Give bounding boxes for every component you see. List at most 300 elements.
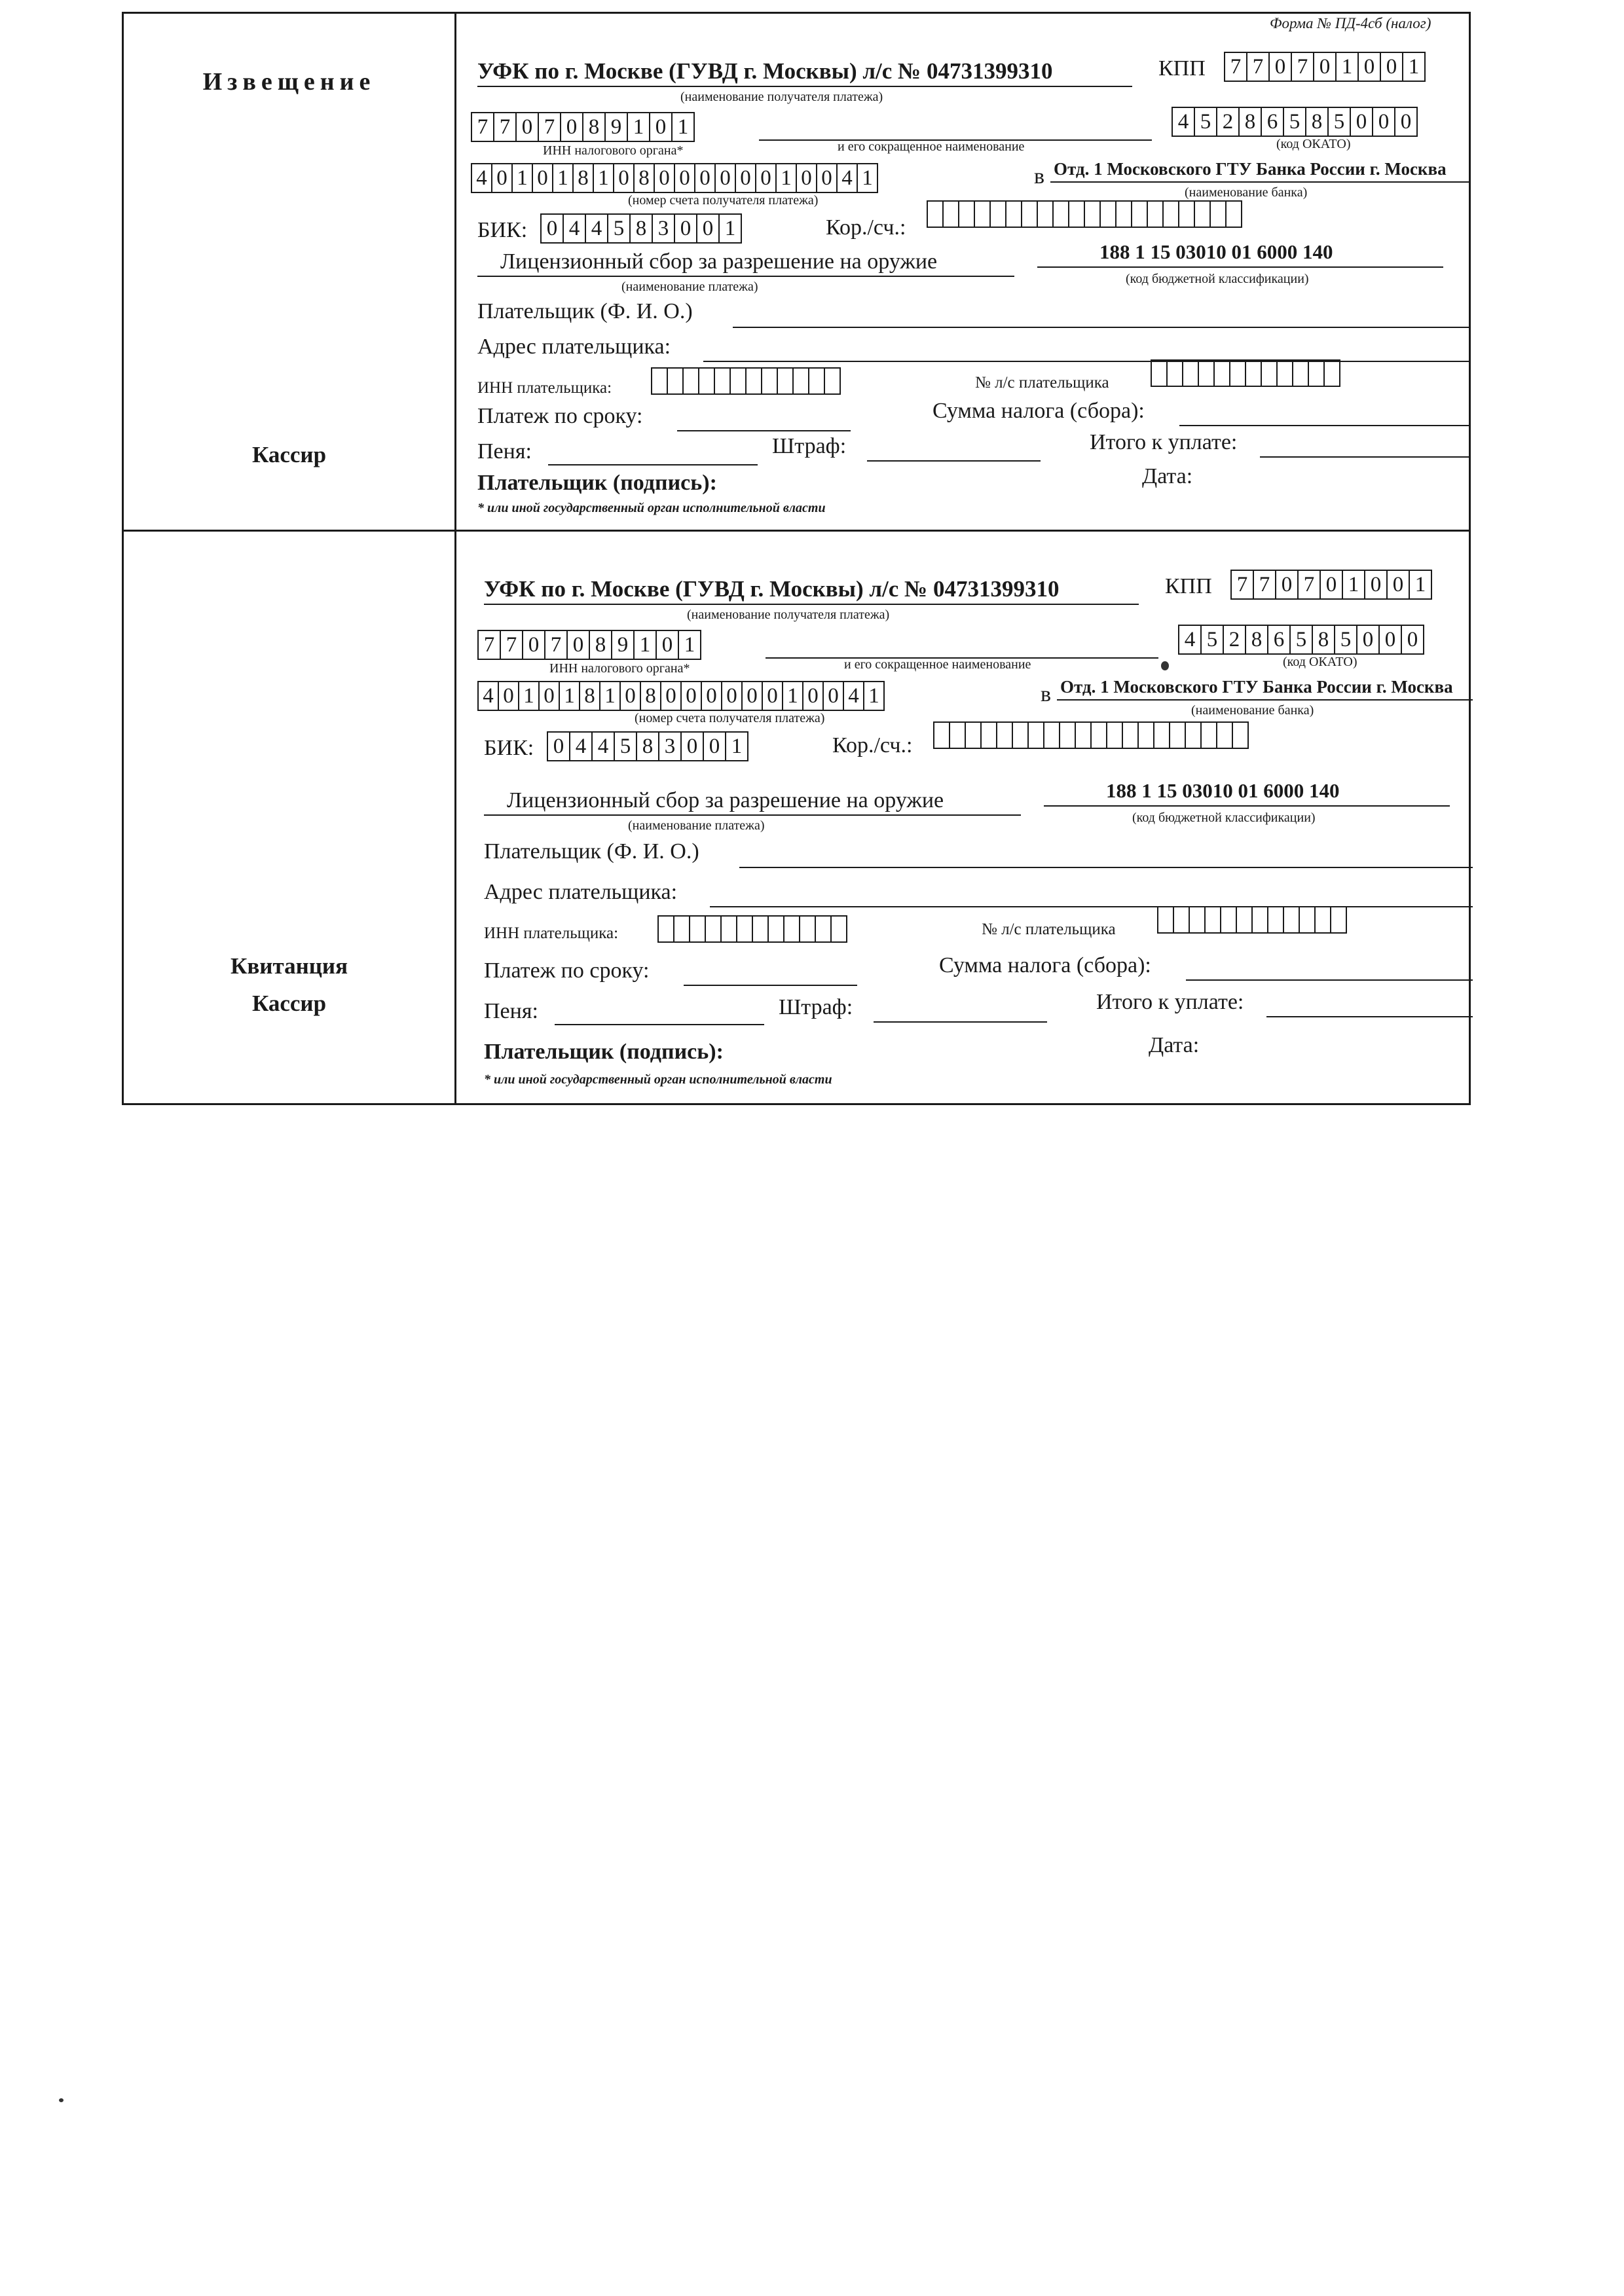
empty-cell[interactable] bbox=[659, 917, 674, 941]
bank-caption: (наименование банка) bbox=[1191, 703, 1314, 718]
empty-cell[interactable] bbox=[982, 723, 997, 748]
empty-cell[interactable] bbox=[1309, 361, 1325, 386]
payer-inn-boxes[interactable] bbox=[651, 367, 841, 395]
empty-cell[interactable] bbox=[1069, 202, 1085, 227]
digit-cell: 7 bbox=[545, 631, 568, 659]
scan-speck bbox=[1161, 661, 1169, 670]
digit-cell: 3 bbox=[659, 733, 682, 760]
okato-caption: (код ОКАТО) bbox=[1276, 137, 1351, 151]
digit-cell: 7 bbox=[1225, 53, 1247, 81]
penalty-line[interactable] bbox=[555, 1024, 764, 1025]
digit-cell: 4 bbox=[479, 682, 499, 710]
digit-cell: 1 bbox=[777, 164, 797, 192]
digit-cell: 6 bbox=[1262, 108, 1284, 136]
tax-sum-line[interactable] bbox=[1186, 979, 1473, 981]
empty-cell[interactable] bbox=[991, 202, 1006, 227]
digit-cell: 0 bbox=[533, 164, 553, 192]
digit-cell: 1 bbox=[1343, 571, 1365, 598]
digit-cell: 1 bbox=[720, 215, 742, 242]
address-line[interactable] bbox=[710, 906, 1473, 907]
empty-cell[interactable] bbox=[684, 369, 699, 393]
korr-label: Кор./сч.: bbox=[826, 215, 906, 240]
bik-boxes bbox=[547, 731, 748, 761]
due-label: Платеж по сроку: bbox=[477, 404, 643, 428]
empty-cell[interactable] bbox=[769, 917, 784, 941]
empty-cell[interactable] bbox=[1206, 907, 1221, 932]
notice-title: Извещение bbox=[202, 68, 376, 96]
empty-cell[interactable] bbox=[1215, 361, 1230, 386]
digit-cell: 8 bbox=[1306, 108, 1329, 136]
empty-cell[interactable] bbox=[1227, 202, 1242, 227]
form-code: Форма № ПД-4сб (налог) bbox=[1270, 15, 1431, 31]
empty-cell[interactable] bbox=[1325, 361, 1340, 386]
account-caption: (номер счета получателя платежа) bbox=[628, 193, 819, 208]
empty-cell[interactable] bbox=[1060, 723, 1076, 748]
bik-label: БИК: bbox=[484, 736, 534, 760]
digit-cell: 0 bbox=[568, 631, 590, 659]
inn-caption: ИНН налогового органа* bbox=[549, 661, 690, 676]
digit-cell: 1 bbox=[673, 113, 695, 141]
empty-cell[interactable] bbox=[1246, 361, 1262, 386]
empty-cell[interactable] bbox=[1331, 907, 1347, 932]
digit-cell: 8 bbox=[1246, 626, 1268, 653]
digit-cell: 7 bbox=[1254, 571, 1276, 598]
digit-cell: 8 bbox=[574, 164, 594, 192]
digit-cell: 0 bbox=[722, 682, 743, 710]
fine-line[interactable] bbox=[867, 460, 1041, 462]
digit-cell: 8 bbox=[641, 682, 661, 710]
empty-cell[interactable] bbox=[784, 917, 800, 941]
digit-cell: 5 bbox=[1291, 626, 1313, 653]
digit-cell: 0 bbox=[716, 164, 736, 192]
tax-sum-line[interactable] bbox=[1179, 425, 1469, 426]
digit-cell: 4 bbox=[593, 733, 615, 760]
empty-cell[interactable] bbox=[1262, 361, 1278, 386]
digit-cell: 8 bbox=[635, 164, 655, 192]
digit-cell: 8 bbox=[583, 113, 606, 141]
digit-cell: 1 bbox=[635, 631, 657, 659]
digit-cell: 0 bbox=[817, 164, 838, 192]
kbk-code: 188 1 15 03010 01 6000 140 bbox=[1099, 240, 1333, 263]
empty-cell[interactable] bbox=[1199, 361, 1215, 386]
digit-cell: 0 bbox=[492, 164, 513, 192]
empty-cell[interactable] bbox=[1300, 907, 1316, 932]
empty-cell[interactable] bbox=[1085, 202, 1101, 227]
digit-cell: 0 bbox=[1380, 626, 1402, 653]
digit-cell: 1 bbox=[553, 164, 574, 192]
digit-cell: 7 bbox=[539, 113, 561, 141]
bank-name: Отд. 1 Московского ГТУ Банка России г. Москва bbox=[1060, 677, 1453, 697]
digit-cell: 1 bbox=[560, 682, 580, 710]
digit-cell: 0 bbox=[657, 631, 679, 659]
digit-cell: 4 bbox=[1179, 626, 1202, 653]
due-line[interactable] bbox=[684, 985, 857, 986]
digit-cell: 0 bbox=[1388, 571, 1410, 598]
empty-cell[interactable] bbox=[1076, 723, 1092, 748]
empty-cell[interactable] bbox=[1233, 723, 1249, 748]
footnote: * или иной государственный орган исполнительной власти bbox=[477, 501, 826, 515]
digit-cell: 0 bbox=[561, 113, 583, 141]
digit-cell: 7 bbox=[501, 631, 523, 659]
digit-cell: 1 bbox=[600, 682, 621, 710]
digit-cell: 0 bbox=[704, 733, 726, 760]
digit-cell: 0 bbox=[1351, 108, 1373, 136]
tax-sum-label: Сумма налога (сбора): bbox=[932, 399, 1145, 423]
empty-cell[interactable] bbox=[950, 723, 966, 748]
okato-boxes bbox=[1172, 107, 1418, 137]
digit-cell: 0 bbox=[1276, 571, 1299, 598]
okato-boxes bbox=[1178, 625, 1424, 655]
payer-account-label: № л/с плательщика bbox=[975, 374, 1109, 392]
kbk-code: 188 1 15 03010 01 6000 140 bbox=[1106, 779, 1340, 802]
empty-cell[interactable] bbox=[747, 369, 762, 393]
total-line[interactable] bbox=[1260, 456, 1469, 458]
recipient-name: УФК по г. Москве (ГУВД г. Москвы) л/с № 04731399310 bbox=[477, 58, 1053, 84]
inn-boxes bbox=[471, 112, 695, 142]
empty-cell[interactable] bbox=[816, 917, 832, 941]
digit-cell: 8 bbox=[580, 682, 600, 710]
empty-cell[interactable] bbox=[1123, 723, 1139, 748]
digit-cell: 7 bbox=[1232, 571, 1254, 598]
bank-caption: (наименование банка) bbox=[1185, 185, 1308, 200]
digit-cell: 1 bbox=[1410, 571, 1432, 598]
kpp-boxes bbox=[1230, 570, 1432, 600]
purpose-text: Лицензионный сбор за разрешение на оружие bbox=[500, 249, 938, 274]
digit-cell: 1 bbox=[513, 164, 533, 192]
digit-cell: 0 bbox=[523, 631, 545, 659]
digit-cell: 0 bbox=[1357, 626, 1380, 653]
empty-cell[interactable] bbox=[1293, 361, 1309, 386]
address-label: Адрес плательщика: bbox=[484, 880, 678, 904]
empty-cell[interactable] bbox=[1107, 723, 1123, 748]
payer-name-line[interactable] bbox=[739, 867, 1473, 868]
empty-cell[interactable] bbox=[1190, 907, 1206, 932]
korr-boxes bbox=[927, 200, 1242, 228]
notice-section bbox=[124, 14, 1469, 530]
purpose-caption: (наименование платежа) bbox=[621, 280, 758, 294]
empty-cell[interactable] bbox=[722, 917, 737, 941]
in-label: в bbox=[1041, 682, 1052, 706]
digit-cell: 1 bbox=[594, 164, 614, 192]
digit-cell: 5 bbox=[1195, 108, 1217, 136]
kpp-boxes bbox=[1224, 52, 1426, 82]
signature-label: Плательщик (подпись): bbox=[484, 1040, 724, 1064]
notice-cashier: Кассир bbox=[251, 442, 327, 467]
digit-cell: 1 bbox=[1403, 53, 1426, 81]
digit-cell: 0 bbox=[1314, 53, 1337, 81]
empty-cell[interactable] bbox=[1217, 723, 1233, 748]
empty-cell[interactable] bbox=[1132, 202, 1148, 227]
empty-cell[interactable] bbox=[1054, 202, 1069, 227]
digit-cell: 7 bbox=[494, 113, 517, 141]
digit-cell: 4 bbox=[472, 164, 492, 192]
digit-cell: 0 bbox=[1381, 53, 1403, 81]
kbk-caption: (код бюджетной классификации) bbox=[1132, 811, 1316, 825]
digit-cell: 0 bbox=[1373, 108, 1395, 136]
total-label: Итого к уплате: bbox=[1090, 430, 1238, 454]
digit-cell: 0 bbox=[614, 164, 635, 192]
bik-label: БИК: bbox=[477, 218, 528, 242]
digit-cell: 0 bbox=[661, 682, 682, 710]
signature-label: Плательщик (подпись): bbox=[477, 471, 717, 495]
due-label: Платеж по сроку: bbox=[484, 958, 650, 983]
digit-cell: 0 bbox=[1359, 53, 1381, 81]
digit-cell: 0 bbox=[499, 682, 519, 710]
payer-account-label: № л/с плательщика bbox=[982, 920, 1116, 938]
digit-cell: 1 bbox=[1337, 53, 1359, 81]
digit-cell: 3 bbox=[653, 215, 675, 242]
empty-cell[interactable] bbox=[1154, 723, 1170, 748]
digit-cell: 0 bbox=[697, 215, 720, 242]
payer-inn-label: ИНН плательщика: bbox=[477, 379, 612, 397]
empty-cell[interactable] bbox=[778, 369, 794, 393]
digit-cell: 0 bbox=[675, 164, 695, 192]
digit-cell: 0 bbox=[542, 215, 564, 242]
digit-cell: 0 bbox=[621, 682, 641, 710]
empty-cell[interactable] bbox=[699, 369, 715, 393]
kpp-label: КПП bbox=[1158, 56, 1206, 81]
empty-cell[interactable] bbox=[1183, 361, 1199, 386]
purpose-text: Лицензионный сбор за разрешение на оружие bbox=[507, 788, 944, 812]
bik-boxes bbox=[540, 213, 742, 244]
short-name-caption: и его сокращенное наименование bbox=[844, 657, 1031, 672]
digit-cell: 0 bbox=[517, 113, 539, 141]
digit-cell: 1 bbox=[864, 682, 885, 710]
digit-cell: 5 bbox=[1202, 626, 1224, 653]
purpose-caption: (наименование платежа) bbox=[628, 818, 765, 833]
empty-cell[interactable] bbox=[1316, 907, 1331, 932]
digit-cell: 6 bbox=[1268, 626, 1291, 653]
empty-cell[interactable] bbox=[1195, 202, 1211, 227]
digit-cell: 4 bbox=[838, 164, 858, 192]
receipt-section bbox=[124, 532, 1469, 1101]
total-line[interactable] bbox=[1266, 1016, 1473, 1017]
digit-cell: 0 bbox=[1321, 571, 1343, 598]
bank-name: Отд. 1 Московского ГТУ Банка России г. Москва bbox=[1054, 159, 1447, 179]
payer-name-line[interactable] bbox=[733, 327, 1469, 328]
digit-cell: 0 bbox=[736, 164, 756, 192]
digit-cell: 7 bbox=[472, 113, 494, 141]
penalty-label: Пеня: bbox=[484, 999, 538, 1023]
empty-cell[interactable] bbox=[1211, 202, 1227, 227]
empty-cell[interactable] bbox=[1230, 361, 1246, 386]
empty-cell[interactable] bbox=[652, 369, 668, 393]
total-label: Итого к уплате: bbox=[1096, 990, 1244, 1014]
empty-cell[interactable] bbox=[1092, 723, 1107, 748]
address-label: Адрес плательщика: bbox=[477, 335, 671, 359]
empty-cell[interactable] bbox=[1168, 361, 1183, 386]
account-boxes bbox=[477, 681, 885, 711]
digit-cell: 0 bbox=[695, 164, 716, 192]
empty-cell[interactable] bbox=[1237, 907, 1253, 932]
empty-cell[interactable] bbox=[794, 369, 809, 393]
empty-cell[interactable] bbox=[737, 917, 753, 941]
digit-cell: 0 bbox=[540, 682, 560, 710]
short-name-caption: и его сокращенное наименование bbox=[838, 139, 1025, 154]
digit-cell: 1 bbox=[519, 682, 540, 710]
digit-cell: 8 bbox=[1313, 626, 1335, 653]
digit-cell: 7 bbox=[1299, 571, 1321, 598]
digit-cell: 5 bbox=[615, 733, 637, 760]
digit-cell: 0 bbox=[743, 682, 763, 710]
digit-cell: 0 bbox=[650, 113, 673, 141]
empty-cell[interactable] bbox=[997, 723, 1013, 748]
digit-cell: 8 bbox=[590, 631, 612, 659]
receipt-cashier: Кассир bbox=[251, 991, 327, 1016]
empty-cell[interactable] bbox=[674, 917, 690, 941]
empty-cell[interactable] bbox=[1284, 907, 1300, 932]
digit-cell: 1 bbox=[858, 164, 878, 192]
empty-cell[interactable] bbox=[690, 917, 706, 941]
digit-cell: 0 bbox=[824, 682, 844, 710]
digit-cell: 7 bbox=[479, 631, 501, 659]
empty-cell[interactable] bbox=[1174, 907, 1190, 932]
digit-cell: 8 bbox=[637, 733, 659, 760]
digit-cell: 0 bbox=[1270, 53, 1292, 81]
payer-account-boxes[interactable] bbox=[1157, 906, 1347, 934]
footnote: * или иной государственный орган исполнительной власти bbox=[484, 1072, 832, 1087]
digit-cell: 5 bbox=[1284, 108, 1306, 136]
empty-cell[interactable] bbox=[1013, 723, 1029, 748]
empty-cell[interactable] bbox=[1044, 723, 1060, 748]
payment-form bbox=[122, 12, 1471, 1105]
empty-cell[interactable] bbox=[1101, 202, 1116, 227]
payer-inn-label: ИНН плательщика: bbox=[484, 924, 619, 942]
digit-cell: 0 bbox=[702, 682, 722, 710]
digit-cell: 0 bbox=[682, 682, 702, 710]
payer-label: Плательщик (Ф. И. О.) bbox=[477, 299, 693, 323]
empty-cell[interactable] bbox=[959, 202, 975, 227]
digit-cell: 5 bbox=[608, 215, 631, 242]
empty-cell[interactable] bbox=[1116, 202, 1132, 227]
empty-cell[interactable] bbox=[1152, 361, 1168, 386]
digit-cell: 5 bbox=[1329, 108, 1351, 136]
digit-cell: 8 bbox=[1240, 108, 1262, 136]
digit-cell: 0 bbox=[797, 164, 817, 192]
digit-cell: 0 bbox=[548, 733, 570, 760]
empty-cell[interactable] bbox=[668, 369, 684, 393]
kpp-label: КПП bbox=[1165, 574, 1212, 598]
digit-cell: 0 bbox=[756, 164, 777, 192]
account-caption: (номер счета получателя платежа) bbox=[635, 711, 825, 725]
empty-cell[interactable] bbox=[1221, 907, 1237, 932]
digit-cell: 9 bbox=[612, 631, 635, 659]
date-label: Дата: bbox=[1142, 464, 1193, 488]
empty-cell[interactable] bbox=[1148, 202, 1164, 227]
digit-cell: 4 bbox=[1173, 108, 1195, 136]
kbk-caption: (код бюджетной классификации) bbox=[1126, 272, 1309, 286]
digit-cell: 0 bbox=[803, 682, 824, 710]
due-line[interactable] bbox=[677, 430, 851, 431]
address-line[interactable] bbox=[703, 361, 1469, 362]
empty-cell[interactable] bbox=[1202, 723, 1217, 748]
digit-cell: 0 bbox=[1365, 571, 1388, 598]
receipt-title: Квитанция bbox=[231, 953, 348, 979]
empty-cell[interactable] bbox=[762, 369, 778, 393]
digit-cell: 4 bbox=[570, 733, 593, 760]
empty-cell[interactable] bbox=[1038, 202, 1054, 227]
digit-cell: 0 bbox=[1402, 626, 1424, 653]
empty-cell[interactable] bbox=[1139, 723, 1154, 748]
empty-cell[interactable] bbox=[944, 202, 959, 227]
penalty-label: Пеня: bbox=[477, 439, 532, 464]
empty-cell[interactable] bbox=[832, 917, 847, 941]
digit-cell: 1 bbox=[783, 682, 803, 710]
in-label: в bbox=[1034, 164, 1045, 189]
empty-cell[interactable] bbox=[825, 369, 841, 393]
empty-cell[interactable] bbox=[1253, 907, 1268, 932]
fine-label: Штраф: bbox=[779, 995, 853, 1019]
fine-line[interactable] bbox=[874, 1021, 1047, 1023]
digit-cell: 8 bbox=[631, 215, 653, 242]
empty-cell[interactable] bbox=[1158, 907, 1174, 932]
date-label: Дата: bbox=[1149, 1033, 1200, 1057]
recipient-caption: (наименование получателя платежа) bbox=[680, 90, 883, 104]
empty-cell[interactable] bbox=[1179, 202, 1195, 227]
empty-cell[interactable] bbox=[928, 202, 944, 227]
digit-cell: 4 bbox=[564, 215, 586, 242]
empty-cell[interactable] bbox=[731, 369, 747, 393]
digit-cell: 2 bbox=[1217, 108, 1240, 136]
digit-cell: 1 bbox=[628, 113, 650, 141]
empty-cell[interactable] bbox=[1029, 723, 1044, 748]
penalty-line[interactable] bbox=[548, 464, 758, 465]
empty-cell[interactable] bbox=[706, 917, 722, 941]
empty-cell[interactable] bbox=[800, 917, 816, 941]
empty-cell[interactable] bbox=[1278, 361, 1293, 386]
inn-caption: ИНН налогового органа* bbox=[543, 143, 684, 158]
digit-cell: 7 bbox=[1292, 53, 1314, 81]
inn-boxes bbox=[477, 630, 701, 660]
digit-cell: 5 bbox=[1335, 626, 1357, 653]
digit-cell: 0 bbox=[763, 682, 783, 710]
payer-label: Плательщик (Ф. И. О.) bbox=[484, 839, 699, 864]
empty-cell[interactable] bbox=[1268, 907, 1284, 932]
empty-cell[interactable] bbox=[1022, 202, 1038, 227]
digit-cell: 9 bbox=[606, 113, 628, 141]
digit-cell: 0 bbox=[682, 733, 704, 760]
digit-cell: 4 bbox=[586, 215, 608, 242]
korr-label: Кор./сч.: bbox=[832, 733, 913, 757]
empty-cell[interactable] bbox=[966, 723, 982, 748]
empty-cell[interactable] bbox=[975, 202, 991, 227]
empty-cell[interactable] bbox=[1170, 723, 1186, 748]
recipient-caption: (наименование получателя платежа) bbox=[687, 608, 890, 622]
empty-cell[interactable] bbox=[809, 369, 825, 393]
recipient-name: УФК по г. Москве (ГУВД г. Москвы) л/с № 04731399310 bbox=[484, 576, 1060, 602]
digit-cell: 0 bbox=[1395, 108, 1418, 136]
digit-cell: 7 bbox=[1247, 53, 1270, 81]
payer-account-boxes[interactable] bbox=[1151, 359, 1340, 387]
empty-cell[interactable] bbox=[1186, 723, 1202, 748]
digit-cell: 0 bbox=[655, 164, 675, 192]
scan-speck bbox=[59, 2098, 64, 2102]
empty-cell[interactable] bbox=[1006, 202, 1022, 227]
empty-cell[interactable] bbox=[753, 917, 769, 941]
korr-boxes bbox=[933, 721, 1249, 749]
empty-cell[interactable] bbox=[934, 723, 950, 748]
digit-cell: 0 bbox=[675, 215, 697, 242]
fine-label: Штраф: bbox=[772, 434, 847, 458]
digit-cell: 4 bbox=[844, 682, 864, 710]
empty-cell[interactable] bbox=[1164, 202, 1179, 227]
digit-cell: 2 bbox=[1224, 626, 1246, 653]
digit-cell: 1 bbox=[679, 631, 701, 659]
empty-cell[interactable] bbox=[715, 369, 731, 393]
okato-caption: (код ОКАТО) bbox=[1283, 655, 1357, 669]
payer-inn-boxes[interactable] bbox=[657, 915, 847, 943]
tax-sum-label: Сумма налога (сбора): bbox=[939, 953, 1151, 977]
